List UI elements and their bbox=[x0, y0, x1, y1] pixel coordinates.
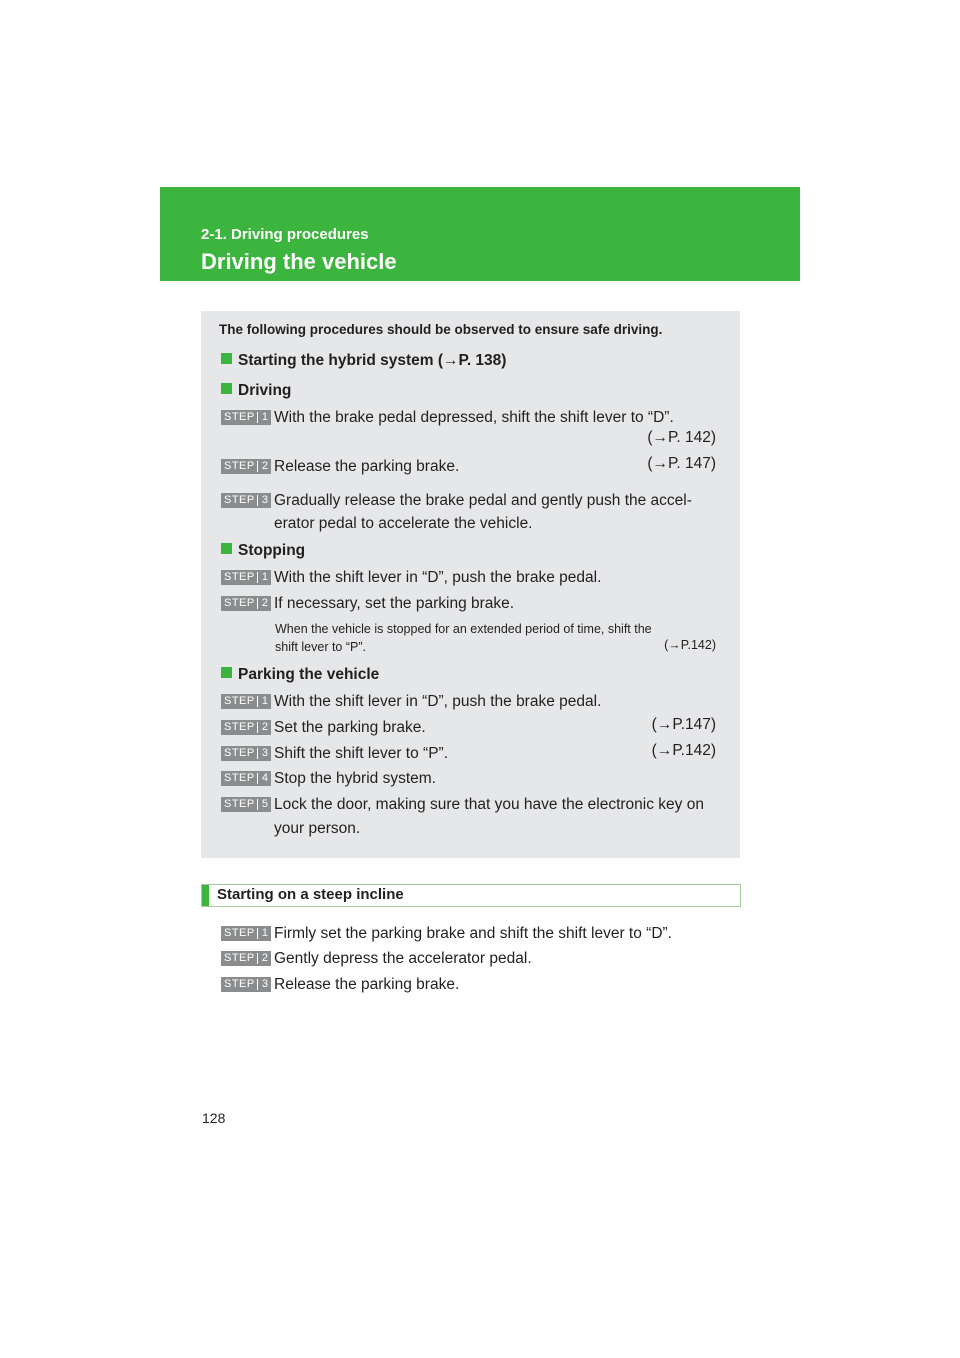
step-text: Gradually release the brake pedal and gently push the accel- bbox=[274, 492, 692, 509]
step-badge: STEP 2 bbox=[221, 720, 271, 735]
square-bullet-icon bbox=[221, 383, 232, 394]
note-text: When the vehicle is stopped for an extended period of time, shift the bbox=[275, 622, 652, 636]
page-ref: (→P.142) bbox=[651, 742, 716, 759]
page-number: 128 bbox=[202, 1110, 226, 1126]
step-badge: STEP 5 bbox=[221, 797, 271, 812]
step-text: Firmly set the parking brake and shift the shift lever to “D”. bbox=[274, 925, 672, 942]
page-ref: (→P.142) bbox=[664, 638, 716, 652]
step-text: Release the parking brake. bbox=[274, 458, 460, 475]
step-text: Lock the door, making sure that you have the electronic key on bbox=[274, 796, 704, 813]
subsection-accent bbox=[202, 885, 209, 906]
section-label: 2-1. Driving procedures bbox=[201, 226, 369, 243]
step-text: Gently depress the accelerator pedal. bbox=[274, 950, 532, 967]
step-badge: STEP 3 bbox=[221, 977, 271, 992]
step-text: Stop the hybrid system. bbox=[274, 770, 436, 787]
heading-driving: Driving bbox=[221, 382, 291, 400]
step-text: With the brake pedal depressed, shift the shift lever to “D”. bbox=[274, 409, 674, 426]
step-text-continued: your person. bbox=[274, 820, 361, 837]
square-bullet-icon bbox=[221, 667, 232, 678]
step-badge: STEP 1 bbox=[221, 410, 271, 425]
step-text: With the shift lever in “D”, push the brake pedal. bbox=[274, 693, 602, 710]
step-badge: STEP 3 bbox=[221, 746, 271, 761]
step-badge: STEP 4 bbox=[221, 771, 271, 786]
subsection-title: Starting on a steep incline bbox=[217, 886, 404, 903]
page-ref: (→P. 147) bbox=[647, 455, 716, 472]
step-badge: STEP 2 bbox=[221, 951, 271, 966]
step-text: Release the parking brake. bbox=[274, 976, 460, 993]
page-title: Driving the vehicle bbox=[201, 249, 397, 274]
step-badge: STEP 1 bbox=[221, 926, 271, 941]
square-bullet-icon bbox=[221, 543, 232, 554]
heading-parking: Parking the vehicle bbox=[221, 666, 379, 684]
note-text-continued: shift lever to “P”. bbox=[275, 640, 366, 654]
step-text: Shift the shift lever to “P”. bbox=[274, 745, 449, 762]
step-text-continued: erator pedal to accelerate the vehicle. bbox=[274, 515, 533, 532]
intro-text: The following procedures should be observed to ensure safe driving. bbox=[219, 322, 663, 337]
subsection-bar bbox=[201, 884, 741, 907]
step-badge: STEP 2 bbox=[221, 459, 271, 474]
step-badge: STEP 3 bbox=[221, 493, 271, 508]
page-ref: (→P.147) bbox=[651, 716, 716, 733]
step-badge: STEP 2 bbox=[221, 596, 271, 611]
square-bullet-icon bbox=[221, 353, 232, 364]
step-badge: STEP 1 bbox=[221, 570, 271, 585]
heading-starting: Starting the hybrid system (→P. 138) bbox=[221, 352, 506, 370]
page-ref: (→P. 142) bbox=[647, 429, 716, 446]
step-badge: STEP 1 bbox=[221, 694, 271, 709]
heading-stopping: Stopping bbox=[221, 542, 305, 560]
step-text: If necessary, set the parking brake. bbox=[274, 595, 515, 612]
step-text: With the shift lever in “D”, push the brake pedal. bbox=[274, 569, 602, 586]
step-text: Set the parking brake. bbox=[274, 719, 426, 736]
